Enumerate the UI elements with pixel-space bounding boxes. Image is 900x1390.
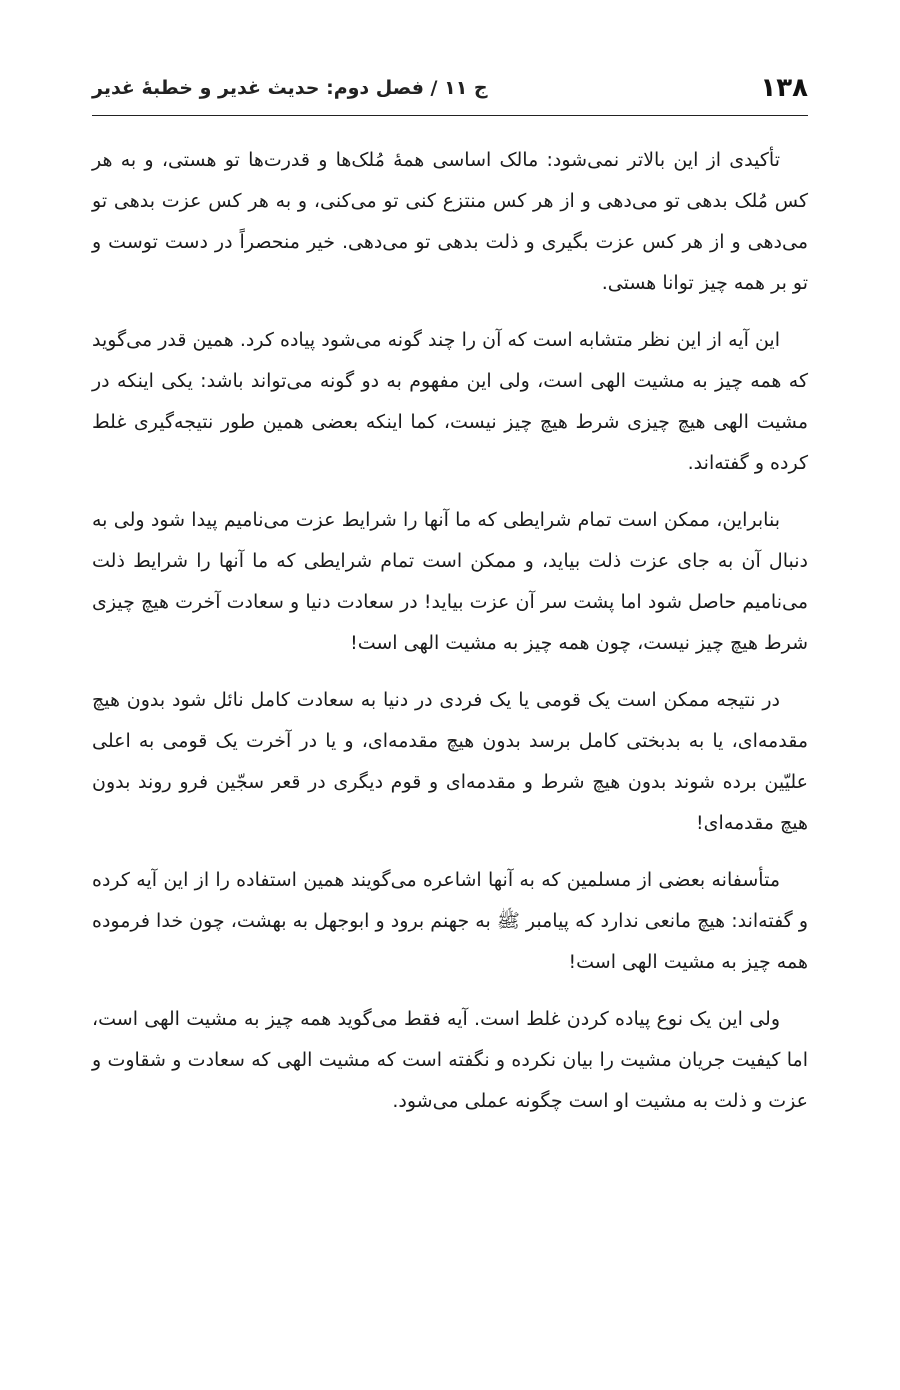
body-text <box>92 140 808 1138</box>
paragraph: در نتیجه ممکن است یک قومی یا یک فردی در دنیا به سعادت کامل نائل شود بدون هیچ مقدمه‌ای، یا به بدبختی کامل برسد بدون هیچ مقدمه‌ای، و یا در آخرت یک قومی به اعلی علیّین برده شوند بدون هیچ شرط و مقدمه‌ای و قوم دیگری در قعر سجّین فرو روند بدون هیچ مقدمه‌ای! <box>92 689 808 834</box>
paragraph: بنابراین، ممکن است تمام شرایطی که ما آنها را شرایط عزت می‌نامیم پیدا شود ولی به دنبال آن به جای عزت ذلت بیاید، و ممکن است تمام شرایطی که ما آنها را شرایط ذلت می‌نامیم حاصل شود اما پشت سر آن عزت بیاید! در سعادت دنیا و سعادت آخرت هیچ چیزی شرط هیچ چیز نیست، چون همه چیز به مشیت الهی است! <box>92 509 808 654</box>
page-header <box>92 68 808 108</box>
running-head: ج ۱۱ / فصل دوم: حدیث غدیر و خطبهٔ غدیر <box>92 77 488 99</box>
page-number: ۱۳۸ <box>760 73 808 103</box>
paragraph: تأکیدی از این بالاتر نمی‌شود: مالک اساسی همهٔ مُلک‌ها و قدرت‌ها تو هستی، و به هر کس مُلک بدهی تو می‌دهی و از هر کس منتزع کنی تو می‌کنی، و به هر کس عزت بدهی تو می‌دهی و از هر کس عزت بگیری و ذلت بدهی تو می‌دهی. خیر منحصراً در دست توست و تو بر همه چیز توانا هستی. <box>92 149 808 294</box>
paragraph: متأسفانه بعضی از مسلمین که به آنها اشاعره می‌گویند همین استفاده را از این آیه کرده و گفته‌اند: هیچ مانعی ندارد که پیامبر ﷺ به جهنم برود و ابوجهل به بهشت، چون خدا فرموده همه چیز به مشیت الهی است! <box>92 869 808 973</box>
paragraph: این آیه از این نظر متشابه است که آن را چند گونه می‌شود پیاده کرد. همین قدر می‌گوید که همه چیز به مشیت الهی است، ولی این مفهوم به دو گونه می‌تواند باشد: یکی اینکه در مشیت الهی هیچ چیزی شرط هیچ چیز نیست، کما اینکه بعضی همین طور نتیجه‌گیری غلط کرده و گفته‌اند. <box>92 329 808 474</box>
header-rule <box>92 115 808 116</box>
paragraph: ولی این یک نوع پیاده کردن غلط است. آیه فقط می‌گوید همه چیز به مشیت الهی است، اما کیفیت جریان مشیت را بیان نکرده و نگفته است که مشیت الهی که سعادت و شقاوت و عزت و ذلت به مشیت او است چگونه عملی می‌شود. <box>92 1008 808 1112</box>
